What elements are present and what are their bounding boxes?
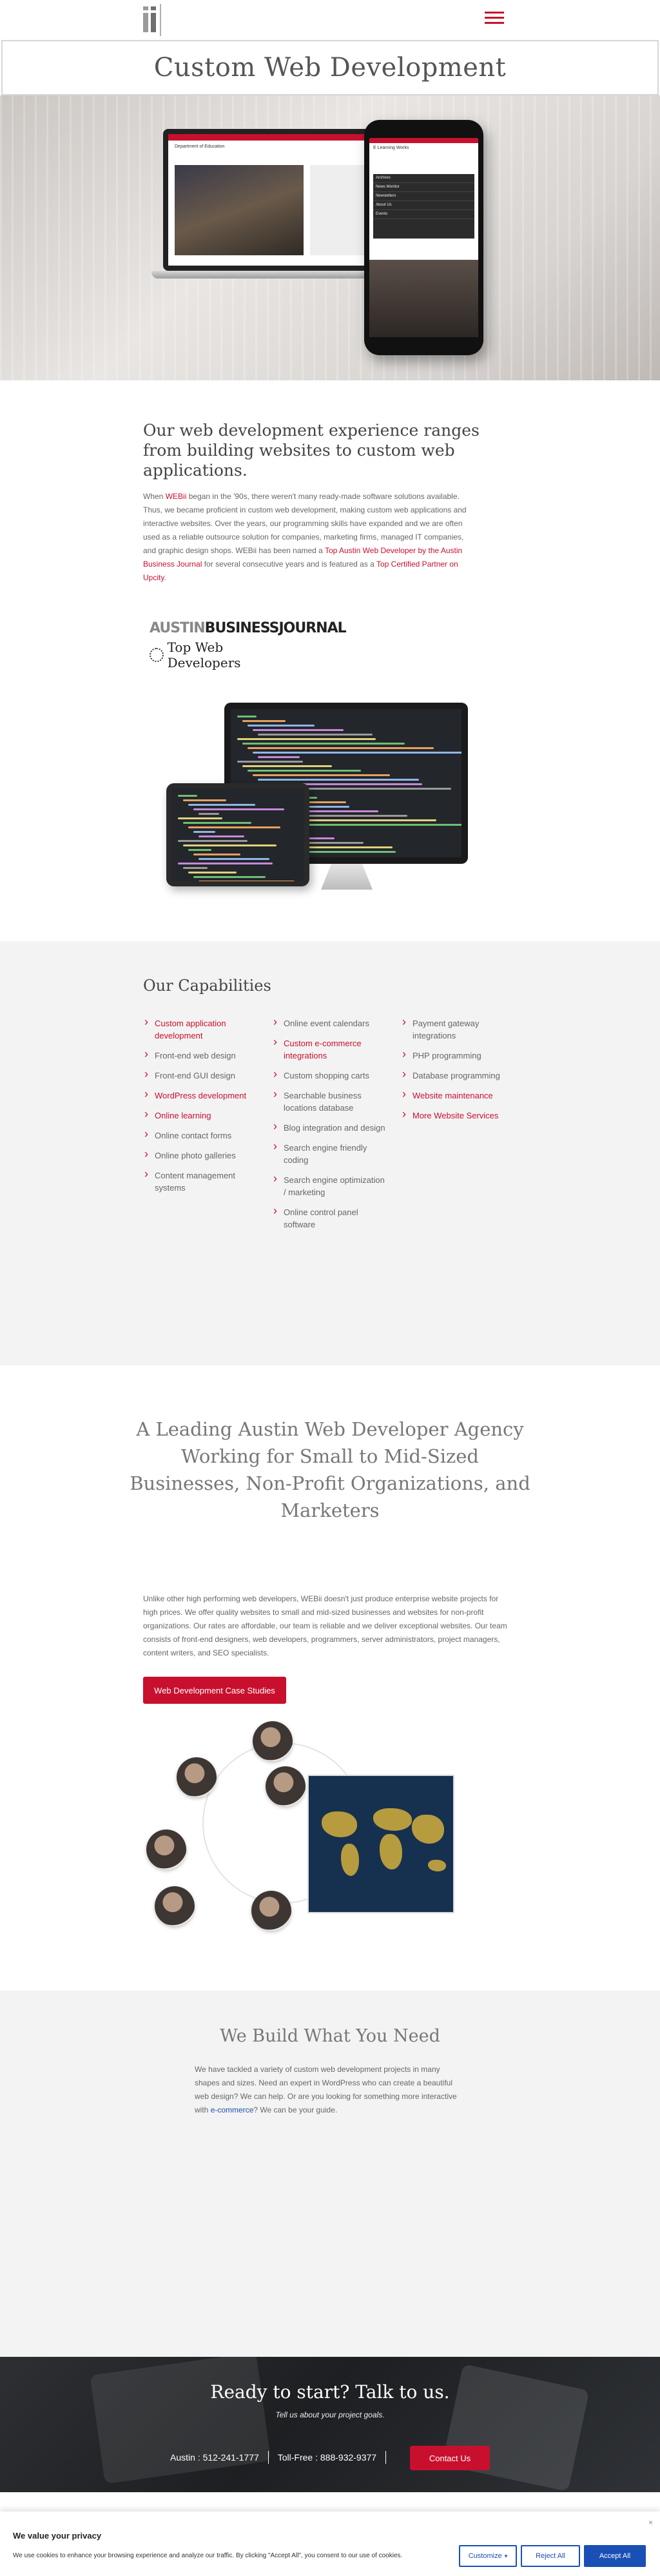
tollfree-phone-link[interactable]: Toll-Free : 888-932-9377 <box>277 2452 377 2463</box>
agency-paragraph: Unlike other high performing web developers, WEBii doesn't just produce enterprise website projects for high prices. We offer quality websites to small and mid-sized businesses and websites for non-profit organizations. Our rates are affordable, our team is reliable and we deliver exceptional websites. Our team consists of front-end designers, web developers, programmers, server administrators, project managers, content writers, and SEO specialists. <box>143 1594 507 1657</box>
phone-mockup <box>364 120 483 355</box>
capability-item[interactable]: › Website maintenance <box>401 1089 517 1102</box>
phone-menu <box>373 174 474 239</box>
capabilities-section <box>0 941 660 1365</box>
team-avatar <box>155 1886 195 1926</box>
phone-menu-item: Newsletters <box>373 192 474 201</box>
code-line <box>253 752 461 754</box>
phone-menu-item: About Us <box>373 201 474 210</box>
laptop-site-title: Department of Education <box>175 144 225 149</box>
capability-item[interactable]: › More Website Services <box>401 1109 517 1122</box>
capability-item: › Content management systems <box>143 1169 259 1194</box>
code-line <box>242 743 405 745</box>
abj-link[interactable]: Top Austin Web Developer by the Austin Business Journal <box>143 546 463 569</box>
code-line <box>188 849 211 851</box>
code-line <box>253 729 344 731</box>
phone-menu-item: News Monitor <box>373 183 474 192</box>
code-line <box>253 774 390 776</box>
code-line <box>193 854 240 855</box>
page-title-bar <box>1 40 659 95</box>
tablet-mockup <box>166 783 309 886</box>
divider <box>268 2451 269 2464</box>
cta-subheading: Tell us about your project goals. <box>275 2410 385 2419</box>
code-line <box>183 799 226 801</box>
code-line <box>199 813 219 815</box>
build-text: We have tackled a variety of custom web development projects in many shapes and sizes. Need an expert in WordPress who can create a beautiful web design? We can help. Or are you looking for something more interactive with <box>195 2065 457 2114</box>
team-avatar <box>146 1830 186 1869</box>
laptop-mockup <box>151 129 387 290</box>
hero-banner <box>0 95 660 380</box>
code-line <box>178 795 197 797</box>
webii-link[interactable]: WEBii <box>165 492 187 501</box>
team-avatar <box>253 1721 293 1761</box>
team-avatar <box>177 1757 217 1797</box>
intro-heading: Our web development experience ranges from building websites to custom web applications. <box>143 421 480 480</box>
capability-item: › Front-end web design <box>143 1049 259 1062</box>
capability-item: › Online photo galleries <box>143 1149 259 1162</box>
capability-item[interactable]: › WordPress development <box>143 1089 259 1102</box>
code-line <box>188 804 255 806</box>
capability-item: › Custom shopping carts <box>272 1069 388 1082</box>
intro-text: for several consecutive years and is featured as a <box>202 560 376 569</box>
cta-heading: Ready to start? Talk to us. <box>210 2381 450 2403</box>
code-line <box>188 826 280 828</box>
page-title: Custom Web Development <box>153 53 507 83</box>
austin-phone-link[interactable]: Austin : 512-241-1777 <box>170 2452 259 2463</box>
capability-item[interactable]: › Custom e-commerce integrations <box>272 1037 388 1062</box>
capability-item[interactable]: › Online learning <box>143 1109 259 1122</box>
phone-photo <box>369 260 478 337</box>
code-line <box>242 720 286 722</box>
code-line <box>199 835 244 837</box>
build-text: ? We can be your guide. <box>253 2105 338 2114</box>
agency-heading: A Leading Austin Web Developer Agency Working for Small to Mid-Sized Businesses, Non-Profit Organizations, and Marketers <box>130 1418 530 1521</box>
code-line <box>183 867 208 869</box>
capabilities-column-1 <box>143 1017 259 1202</box>
intro-text: . <box>164 573 166 582</box>
capability-item: › PHP programming <box>401 1049 517 1062</box>
phone-site-logo: E Learning Works <box>373 146 409 150</box>
agency-section <box>0 1365 660 1991</box>
ecommerce-link[interactable]: e-commerce <box>210 2105 254 2114</box>
build-heading: We Build What You Need <box>220 2026 440 2046</box>
abj-logo-journal: BUSINESSJOURNAL <box>204 620 346 636</box>
team-avatar <box>266 1766 306 1806</box>
abj-award-badge <box>150 620 346 670</box>
intro-paragraph <box>143 490 478 585</box>
cookie-title: We value your privacy <box>13 2531 102 2541</box>
code-editor-screenshot <box>171 788 304 881</box>
award-icon <box>150 648 164 662</box>
capability-item: › Online event calendars <box>272 1017 388 1029</box>
customize-button[interactable] <box>459 2545 517 2567</box>
capability-item[interactable]: › Custom application development <box>143 1017 259 1042</box>
cta-phone-numbers <box>170 2451 386 2464</box>
intro-text: When <box>143 492 166 501</box>
code-line <box>193 808 284 810</box>
divider <box>385 2451 386 2464</box>
intro-text: began in the '90s, there weren't many ready-made software solutions available. Thus, we became proficient in custom web development, making custom web applications and interactive websites. Over the years, our programming skills have expanded and we are often used as a reliable outsource solution for companies, marketing firms, managed IT companies, and graphic design shops. WEBii has been named a <box>143 492 467 555</box>
code-line <box>183 844 277 846</box>
code-line <box>199 858 269 860</box>
code-line <box>258 734 373 736</box>
upcity-link[interactable]: Top Certified Partner on Upcity <box>143 560 458 582</box>
phone-menu-item: Events <box>373 210 474 219</box>
capability-item: › Online contact forms <box>143 1129 259 1142</box>
capability-item: › Front-end GUI design <box>143 1069 259 1082</box>
code-line <box>193 831 215 833</box>
reject-all-button[interactable]: Reject All <box>521 2545 580 2567</box>
build-paragraph <box>195 2063 465 2117</box>
chevron-down-icon: ▾ <box>504 2552 508 2559</box>
world-map-dashboard <box>307 1775 454 1913</box>
capability-item: › Search engine friendly coding <box>272 1142 388 1166</box>
cta-section <box>0 2357 660 2492</box>
code-line <box>178 863 273 864</box>
code-line <box>258 779 419 781</box>
contact-us-button[interactable]: Contact Us <box>410 2446 490 2470</box>
capability-item: › Database programming <box>401 1069 517 1082</box>
code-line <box>183 822 251 824</box>
code-line <box>237 738 376 740</box>
team-graphic <box>143 1713 465 1946</box>
customize-label: Customize <box>468 2552 502 2560</box>
code-line <box>258 756 300 758</box>
capabilities-column-3 <box>401 1017 517 1129</box>
code-line <box>248 747 434 749</box>
close-icon[interactable]: × <box>648 2518 654 2527</box>
build-section <box>0 1991 660 2357</box>
abj-logo-austin: AUSTIN <box>150 620 205 636</box>
code-line <box>193 876 266 878</box>
capabilities-heading: Our Capabilities <box>143 977 271 995</box>
capabilities-column-2 <box>272 1017 388 1238</box>
code-line <box>237 761 303 763</box>
cookie-text: We use cookies to enhance your browsing experience and analyze our traffic. By clicking "Accept All", you consent to our use of cookies. <box>13 2552 403 2559</box>
code-line <box>178 817 222 819</box>
site-header <box>0 0 660 40</box>
code-line <box>248 725 315 727</box>
team-avatar <box>251 1891 291 1931</box>
capability-item: › Online control panel software <box>272 1206 388 1231</box>
code-line <box>178 840 248 842</box>
code-line <box>248 770 361 772</box>
accept-all-button[interactable]: Accept All <box>584 2545 646 2567</box>
hamburger-icon[interactable] <box>485 12 504 26</box>
code-line <box>242 765 332 767</box>
capability-item: › Search engine optimization / marketing <box>272 1174 388 1198</box>
classroom-photo <box>175 165 304 255</box>
phone-menu-item: Archives <box>373 174 474 183</box>
intro-section <box>0 380 660 941</box>
code-line <box>237 716 257 717</box>
webii-logo[interactable] <box>141 4 165 36</box>
cookie-consent-banner <box>0 2512 660 2576</box>
code-line <box>188 872 237 873</box>
capability-item: › Searchable business locations database <box>272 1089 388 1114</box>
abj-award-text: Top Web Developers <box>167 639 241 670</box>
capability-item: › Blog integration and design <box>272 1122 388 1134</box>
capability-item: › Payment gateway integrations <box>401 1017 517 1042</box>
case-studies-button[interactable]: Web Development Case Studies <box>143 1677 286 1704</box>
